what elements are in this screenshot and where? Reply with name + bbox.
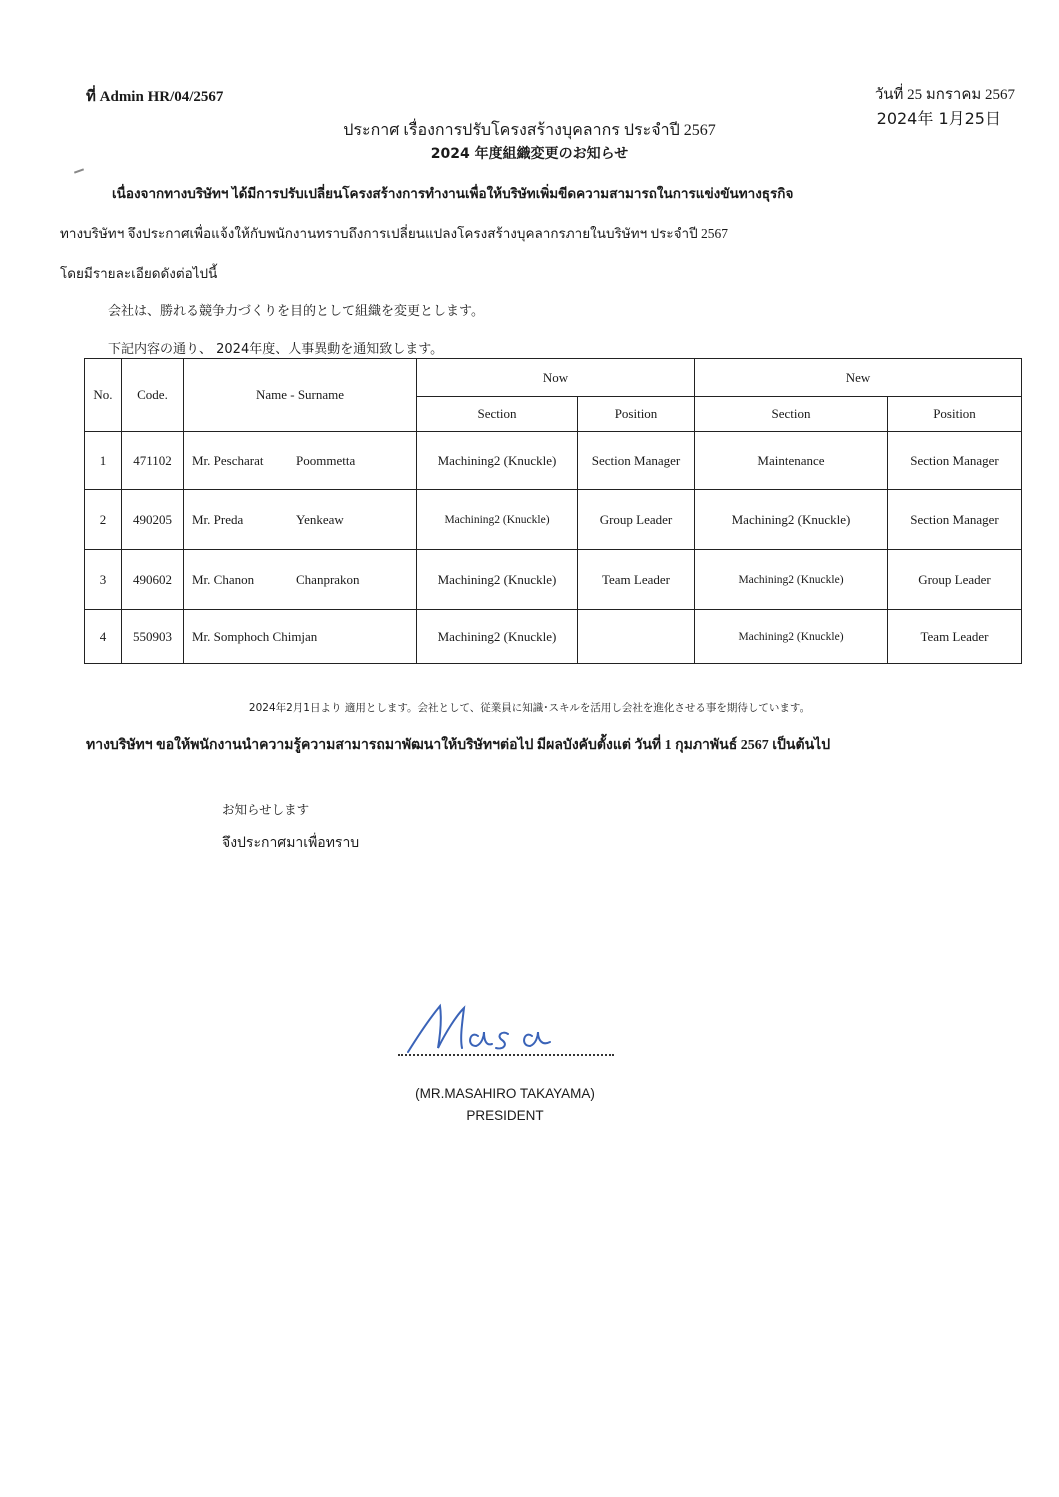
cell-no: 4	[85, 610, 122, 664]
intro-japanese-2: 下記内容の通り、 2024年度、人事異動を通知致します。	[108, 342, 444, 357]
cell-new-section: Machining2 (Knuckle)	[695, 610, 888, 664]
scan-speck	[74, 168, 84, 173]
header-new-position: Position	[888, 397, 1022, 432]
header-now: Now	[417, 359, 695, 397]
first-name: Mr. Preda	[192, 511, 244, 527]
cell-new-position: Team Leader	[888, 610, 1022, 664]
signatory-title: PRESIDENT	[466, 1108, 544, 1123]
cell-now-section: Machining2 (Knuckle)	[417, 432, 578, 490]
last-name: Poommetta	[296, 452, 356, 468]
header-no: No.	[85, 359, 122, 432]
cell-now-section: Machining2 (Knuckle)	[417, 610, 578, 664]
header-now-section: Section	[417, 397, 578, 432]
closing-thai: จึงประกาศมาเพื่อทราบ	[222, 836, 360, 851]
header-code: Code.	[122, 359, 184, 432]
cell-name	[184, 490, 417, 550]
signature-line	[398, 1054, 614, 1056]
title-japanese: 2024 年度組織変更のお知らせ	[430, 146, 629, 162]
header-new: New	[695, 359, 1022, 397]
cell-code: 471102	[122, 432, 184, 490]
cell-now-position: Section Manager	[578, 432, 695, 490]
cell-now-position: Group Leader	[578, 490, 695, 550]
cell-new-position: Group Leader	[888, 550, 1022, 610]
cell-now-section: Machining2 (Knuckle)	[417, 550, 578, 610]
table-row	[85, 432, 1022, 490]
cell-no: 2	[85, 490, 122, 550]
personnel-change-table	[84, 358, 1022, 664]
cell-name	[184, 550, 417, 610]
header-name: Name - Surname	[184, 359, 417, 432]
document-number: ที่ Admin HR/04/2567	[86, 89, 224, 105]
cell-new-section: Maintenance	[695, 432, 888, 490]
cell-new-section: Machining2 (Knuckle)	[695, 550, 888, 610]
intro-japanese-1: 会社は、勝れる競争力づくりを目的として組織を変更とします。	[108, 304, 484, 319]
cell-new-section: Machining2 (Knuckle)	[695, 490, 888, 550]
table-row	[85, 490, 1022, 550]
table-row	[85, 610, 1022, 664]
last-name: Yenkeaw	[296, 511, 344, 527]
date-japanese: 2024年 1月25日	[876, 109, 1001, 128]
intro-line-3: โดยมีรายละเอียดดังต่อไปนี้	[60, 266, 218, 281]
intro-line-1: เนื่องจากทางบริษัทฯ ได้มีการปรับเปลี่ยนโครงสร้างการทำงานเพื่อให้บริษัทเพิ่มขีดความสามารถในการแข่งขันทางธุรกิจ	[112, 186, 794, 201]
cell-new-position: Section Manager	[888, 490, 1022, 550]
header-now-position: Position	[578, 397, 695, 432]
cell-code: 550903	[122, 610, 184, 664]
signatory-name: (MR.MASAHIRO TAKAYAMA)	[415, 1086, 595, 1101]
full-name: Mr. Somphoch Chimjan	[192, 628, 318, 644]
cell-now-position	[578, 610, 695, 664]
cell-name	[184, 432, 417, 490]
cell-new-position: Section Manager	[888, 432, 1022, 490]
closing-japanese: お知らせします	[222, 802, 310, 817]
cell-now-position: Team Leader	[578, 550, 695, 610]
cell-no: 3	[85, 550, 122, 610]
date-thai: วันที่ 25 มกราคม 2567	[874, 87, 1015, 103]
cell-code: 490205	[122, 490, 184, 550]
cell-no: 1	[85, 432, 122, 490]
cell-code: 490602	[122, 550, 184, 610]
effective-notice-thai: ทางบริษัทฯ ขอให้พนักงานนำความรู้ความสามารถมาพัฒนาให้บริษัทฯต่อไป มีผลบังคับตั้งแต่ วันที่ 1 กุมภาพันธ์ 2567 เป็นต้นไป	[86, 738, 831, 753]
cell-name	[184, 610, 417, 664]
first-name: Mr. Pescharat	[192, 452, 264, 468]
first-name: Mr. Chanon	[192, 571, 255, 587]
signature-handwriting	[404, 996, 564, 1056]
header-new-section: Section	[695, 397, 888, 432]
effective-notice-japanese: 2024年2月1日より 適用とします。会社として、従業員に知識･スキルを活用し会社を進化させる事を期待しています。	[248, 702, 811, 714]
cell-now-section: Machining2 (Knuckle)	[417, 490, 578, 550]
table-row	[85, 550, 1022, 610]
title-thai: ประกาศ เรื่องการปรับโครงสร้างบุคลากร ประจำปี 2567	[343, 122, 716, 139]
last-name: Chanprakon	[296, 571, 360, 587]
intro-line-2: ทางบริษัทฯ จึงประกาศเพื่อแจ้งให้กับพนักงานทราบถึงการเปลี่ยนแปลงโครงสร้างบุคลากรภายในบริษัทฯ ประจำปี 2567	[60, 226, 729, 241]
